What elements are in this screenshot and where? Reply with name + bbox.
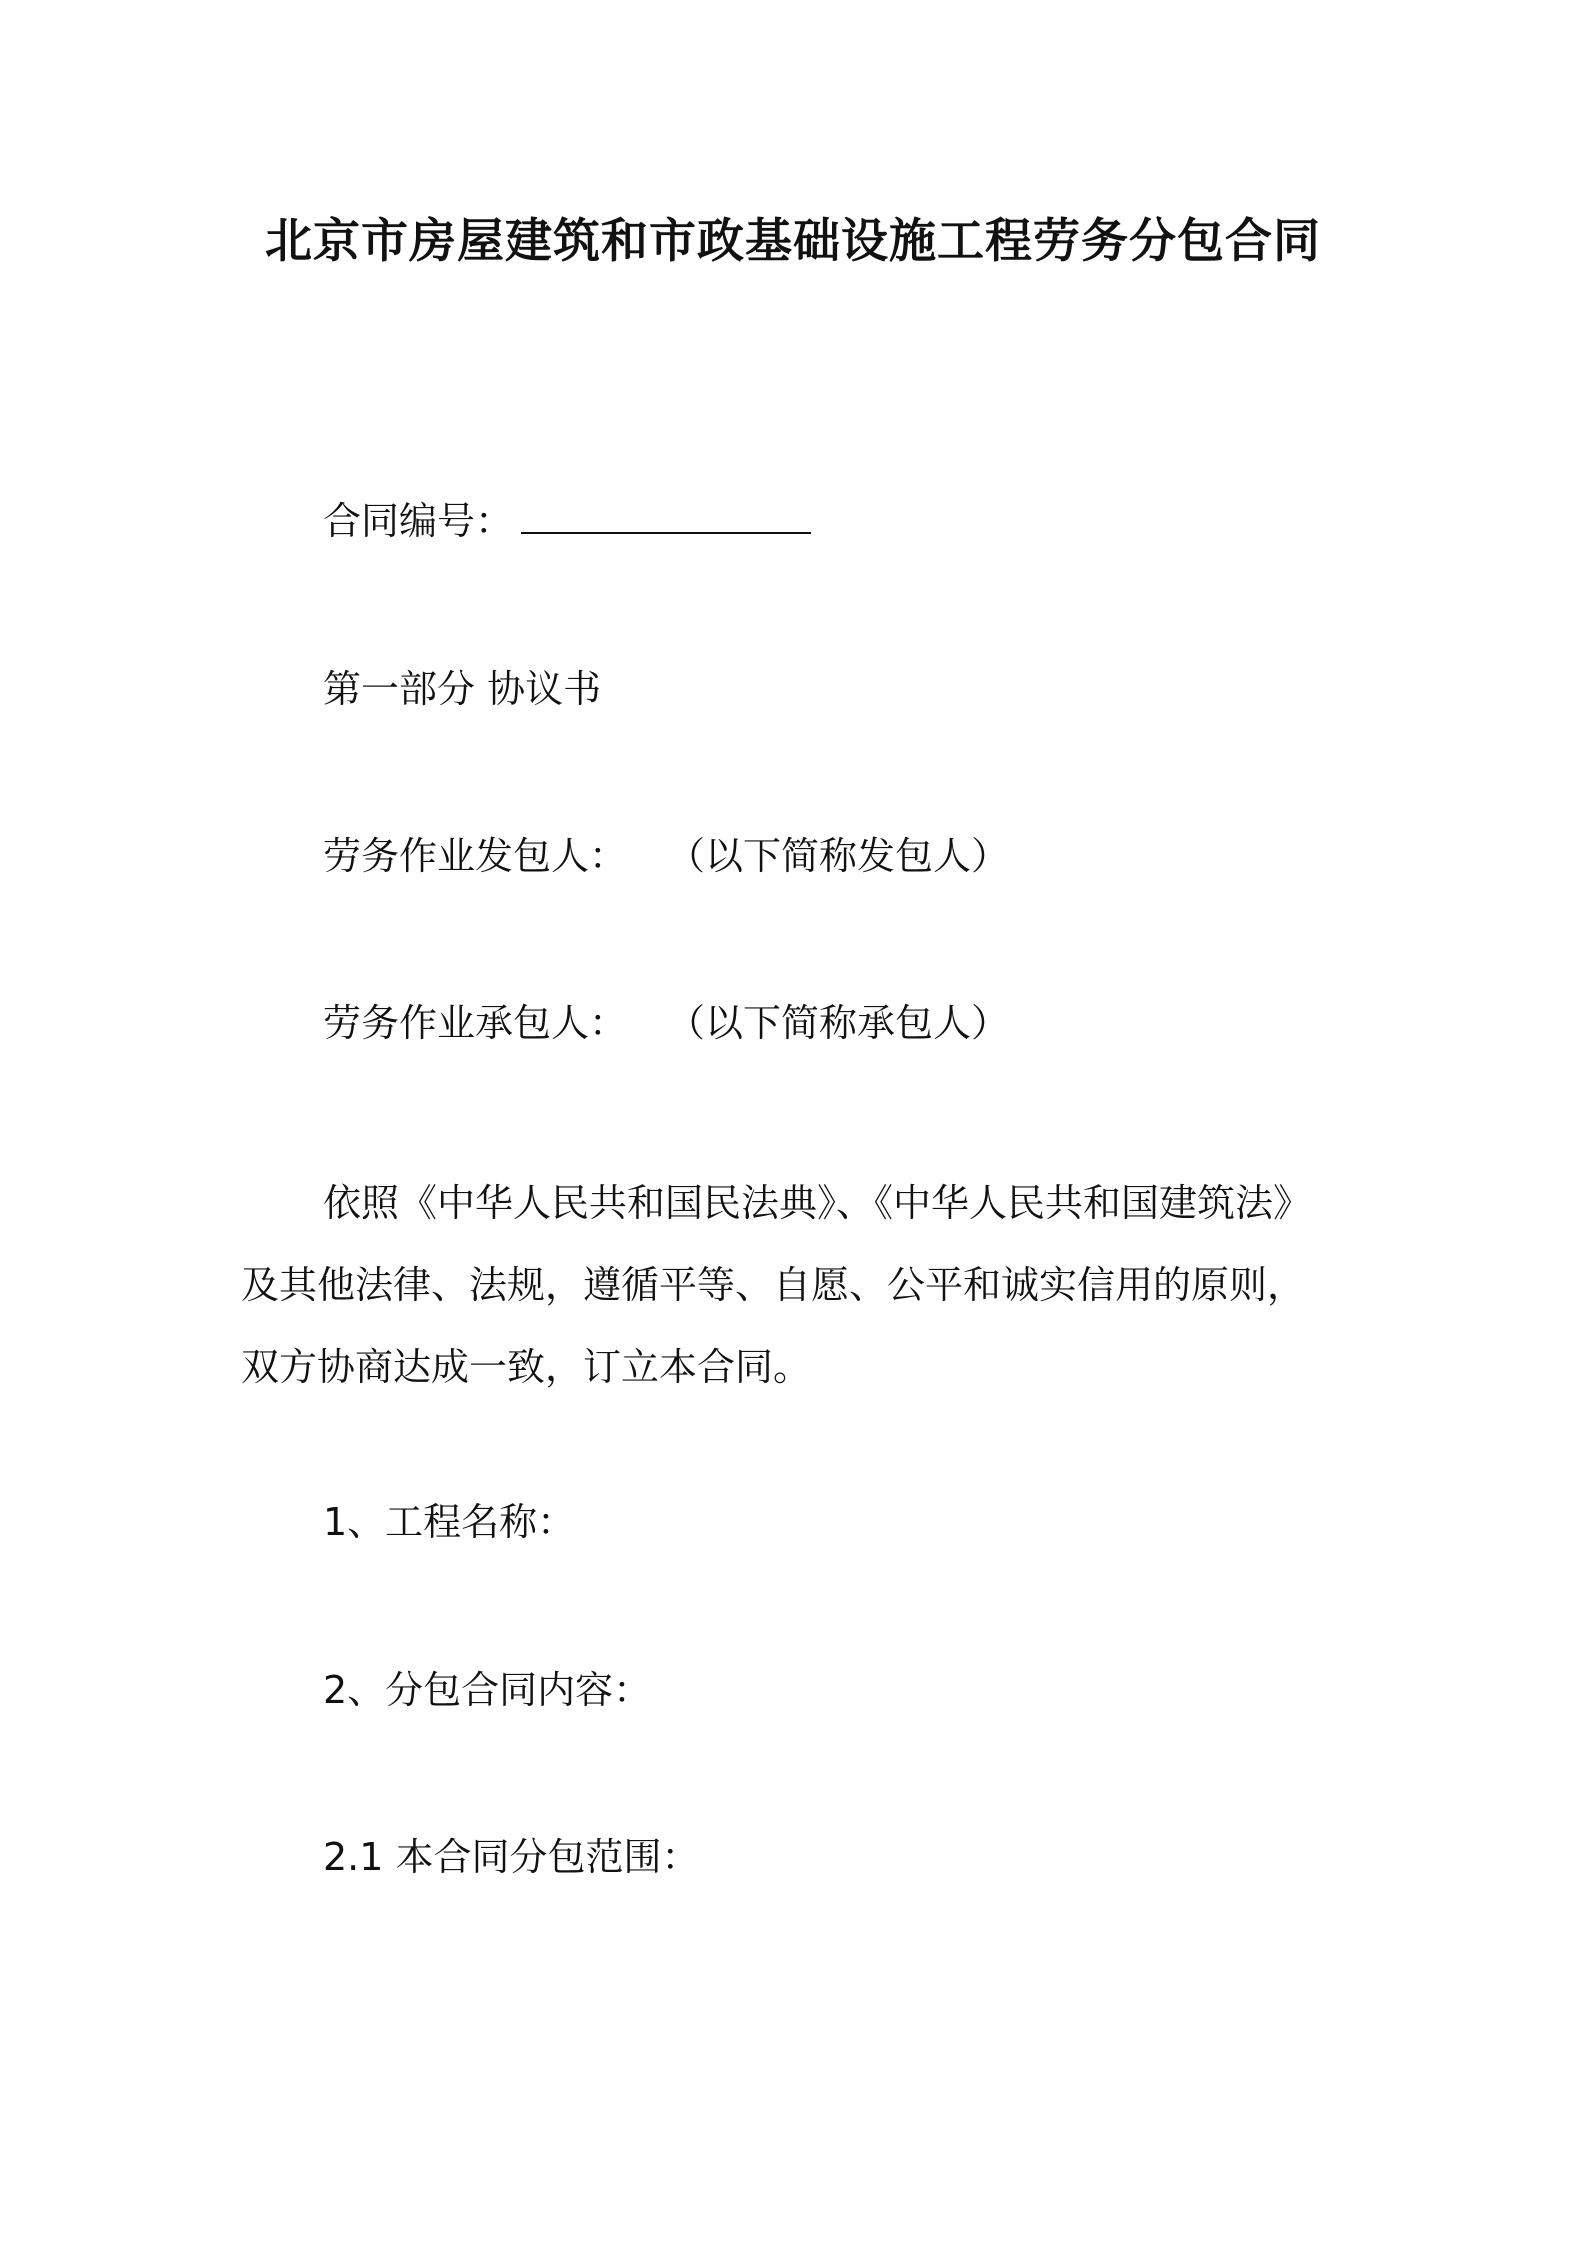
preamble-line-2: 及其他法律、法规，遵循平等、自愿、公平和诚实信用的原则， [241, 1263, 1306, 1307]
part-heading: 第一部分 协议书 [323, 667, 602, 711]
employer-note: （以下简称发包人） [667, 834, 1010, 878]
preamble-line-3: 双方协商达成一致，订立本合同。 [241, 1345, 812, 1389]
employer-label: 劳务作业发包人： [323, 834, 628, 878]
contractor-note: （以下简称承包人） [667, 1001, 1010, 1045]
contract-number-line [323, 496, 811, 546]
employer-line [323, 831, 1009, 881]
item-2-subcontract-content: 2、分包合同内容： [323, 1668, 652, 1712]
preamble-paragraph [241, 1162, 1361, 1408]
contractor-line [323, 998, 1009, 1048]
contractor-label: 劳务作业承包人： [323, 1001, 628, 1045]
item-1-project-name: 1、工程名称： [323, 1500, 576, 1544]
item-2-1-subcontract-scope: 2.1 本合同分包范围： [323, 1835, 700, 1879]
document-title: 北京市房屋建筑和市政基础设施工程劳务分包合同 [265, 214, 1321, 269]
preamble-line-1: 依照《中华人民共和国民法典》、《中华人民共和国建筑法》 [323, 1181, 1312, 1225]
contract-number-label: 合同编号： [323, 499, 514, 543]
contract-number-blank [521, 496, 811, 534]
